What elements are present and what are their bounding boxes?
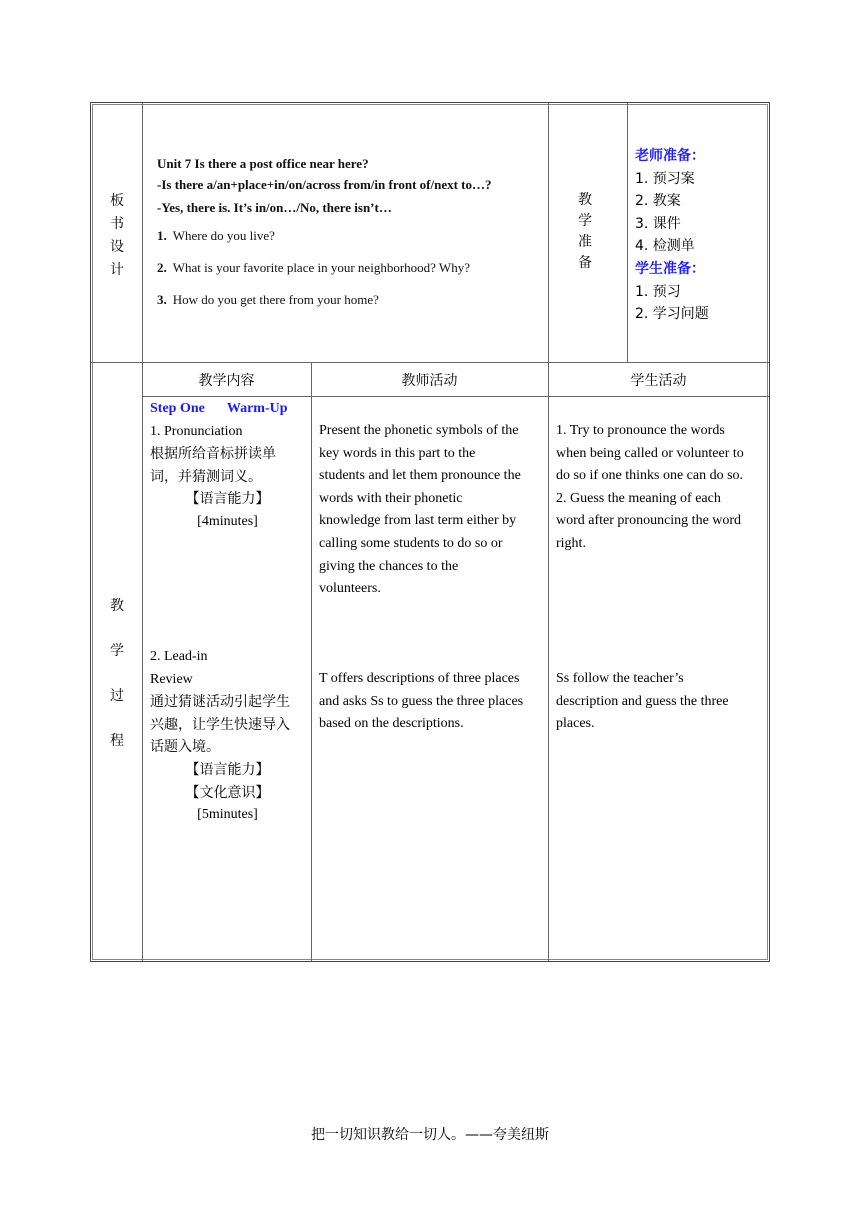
teacher-activity-line: knowledge from last term either by (319, 513, 517, 529)
header-teacher-activity: 教师活动 (401, 373, 458, 389)
student-activity-line: right. (556, 535, 586, 551)
board-question-3: 3. How do you get there from your home? (157, 292, 379, 307)
board-question-1: 1. Where do you live? (157, 228, 275, 243)
divider-header-row (142, 396, 769, 397)
teacher-activity-line: students and let them pronounce the (319, 468, 521, 484)
teacher-activity-line: key words in this part to the (319, 445, 476, 461)
student-activity-line: Ss follow the teacher’s (556, 671, 684, 686)
leadin-desc-3: 话题入境。 (150, 739, 220, 756)
student-activity-line: places. (556, 716, 595, 732)
board-title: Unit 7 Is there a post office near here? (157, 156, 369, 171)
student-activity-line: 2. Guess the meaning of each (556, 490, 721, 506)
teacher-activity-line: T offers descriptions of three places (319, 671, 520, 686)
footer-quote: 把一切知识教给一切人。——夸美纽斯 (311, 1127, 549, 1143)
leadin-teacher-activity (319, 668, 547, 736)
teacher-prep-item: 3. 课件 (635, 215, 681, 232)
step-one-label: Step One (150, 401, 205, 416)
leadin-desc-2: 兴趣，让学生快速导入 (150, 716, 290, 733)
student-activity-line: description and guess the three (556, 693, 729, 709)
step-one-heading (150, 398, 310, 421)
divider-col1 (142, 103, 143, 961)
student-activity-line: when being called or volunteer to (556, 445, 744, 461)
pronunciation-time: [4minutes] (197, 513, 258, 529)
pronunciation-teacher-activity (319, 420, 547, 601)
student-prep-item: 1. 预习 (635, 283, 681, 300)
teacher-activity-line: Present the phonetic symbols of the (319, 423, 519, 438)
pronunciation-desc-2: 词，并猜测词义。 (150, 468, 262, 485)
teaching-prep-label: 教 学 准 备 (578, 192, 592, 271)
divider-teacher-student (548, 363, 549, 961)
teacher-prep-item: 1. 预习案 (635, 170, 695, 187)
divider-row-board-process (91, 362, 769, 363)
student-prep-item: 2. 学习问题 (635, 306, 709, 323)
student-activity-line: word after pronouncing the word (556, 513, 742, 529)
teacher-prep-item: 2. 教案 (635, 193, 681, 210)
warm-up-label: Warm-Up (226, 401, 288, 416)
teaching-prep-list (635, 145, 709, 326)
board-pattern-question: -Is there a/an+place+in/on/across from/in front of/next to…? (157, 177, 492, 192)
board-design-label: 板 书 设 计 (110, 193, 124, 278)
student-prep-heading: 学生准备： (635, 260, 705, 277)
teacher-activity-line: words with their phonetic (319, 490, 463, 506)
header-student-activity: 学生活动 (630, 373, 687, 389)
leadin-title: 2. Lead-in (150, 649, 208, 664)
leadin-student-activity (556, 668, 768, 736)
board-question-2: 2. What is your favorite place in your neighborhood? Why? (157, 260, 470, 275)
header-content: 教学内容 (198, 373, 255, 389)
leadin-desc-1: 通过猜谜活动引起学生 (150, 694, 290, 711)
leadin-content (150, 646, 310, 827)
step-one-content (150, 398, 310, 534)
divider-board-prep-label (548, 103, 549, 363)
teacher-prep-item: 4. 检测单 (635, 238, 695, 255)
pronunciation-ability: 【语言能力】 (185, 491, 270, 508)
pronunciation-desc-1: 根据所给音标拼读单 (150, 446, 276, 463)
board-pattern-answer: -Yes, there is. It’s in/on…/No, there isn’t… (157, 200, 392, 215)
leadin-ability-2: 【文化意识】 (185, 784, 270, 801)
teaching-process-label: 教 学 过 程 (110, 598, 124, 749)
teacher-activity-line: volunteers. (319, 581, 381, 597)
divider-prep-label-content (627, 103, 628, 363)
teacher-activity-line: based on the descriptions. (319, 716, 464, 732)
leadin-ability-1: 【语言能力】 (185, 761, 270, 778)
student-activity-line: do so if one thinks one can do so. (556, 468, 744, 484)
pronunciation-title: 1. Pronunciation (150, 423, 243, 439)
divider-content-teacher (311, 363, 312, 961)
teacher-prep-heading: 老师准备： (635, 148, 705, 164)
student-activity-line: 1. Try to pronounce the words (556, 423, 725, 438)
teacher-activity-line: and asks Ss to guess the three places (319, 693, 524, 709)
leadin-time: [5minutes] (197, 807, 258, 823)
leadin-subtitle: Review (150, 671, 193, 687)
teacher-activity-line: giving the chances to the (319, 558, 459, 574)
pronunciation-student-activity (556, 420, 768, 556)
teacher-activity-line: calling some students to do so or (319, 535, 503, 551)
